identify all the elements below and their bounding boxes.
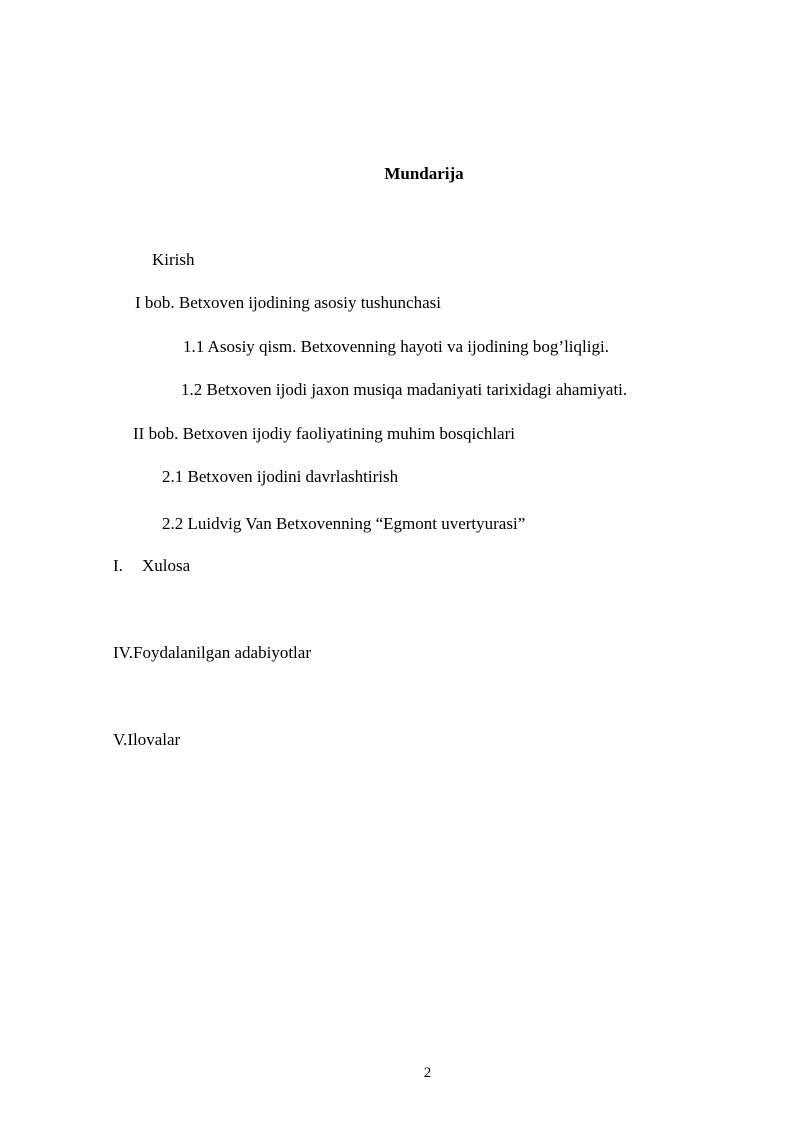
toc-item-intro: Kirish bbox=[152, 250, 195, 269]
toc-item-chapter-1: I bob. Betxoven ijodining asosiy tushunchasi bbox=[135, 293, 441, 312]
page-number: 2 bbox=[423, 1065, 432, 1081]
conclusion-label: Xulosa bbox=[142, 556, 191, 575]
page-title: Mundarija bbox=[384, 164, 464, 183]
toc-item-appendices: V.Ilovalar bbox=[113, 730, 181, 749]
toc-item-section-2-2: 2.2 Luidvig Van Betxovenning “Egmont uvertyurasi” bbox=[162, 514, 526, 533]
toc-item-section-1-1: 1.1 Asosiy qism. Betxovenning hayoti va ijodining bog’liqligi. bbox=[183, 337, 609, 356]
toc-item-conclusion bbox=[113, 556, 190, 576]
conclusion-marker: I. bbox=[113, 556, 123, 575]
toc-item-section-1-2: 1.2 Betxoven ijodi jaxon musiqa madaniyati tarixidagi ahamiyati. bbox=[181, 380, 628, 399]
toc-item-section-2-1: 2.1 Betxoven ijodini davrlashtirish bbox=[162, 467, 399, 486]
toc-item-chapter-2: II bob. Betxoven ijodiy faoliyatining muhim bosqichlari bbox=[133, 424, 515, 443]
toc-item-references: IV.Foydalanilgan adabiyotlar bbox=[113, 643, 311, 662]
